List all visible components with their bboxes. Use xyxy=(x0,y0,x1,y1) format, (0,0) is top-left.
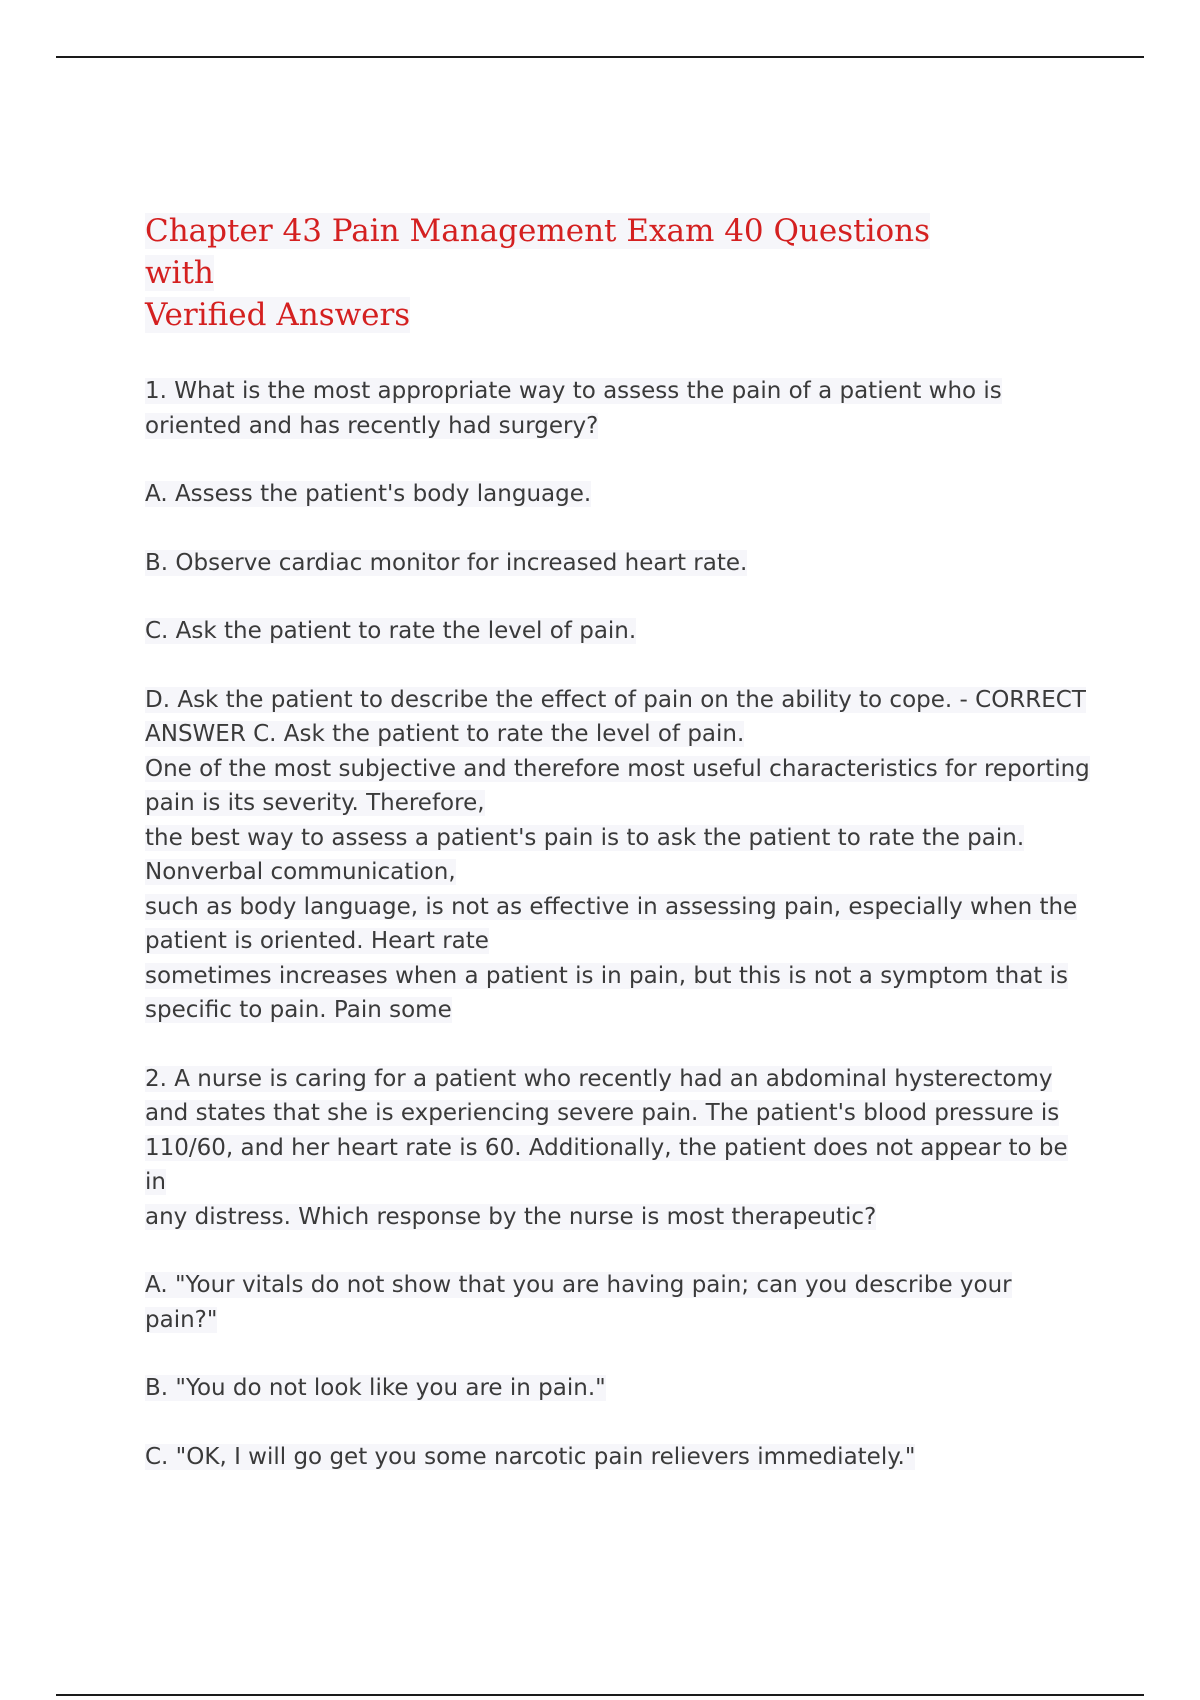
bottom-rule xyxy=(56,1694,1144,1696)
question-2-option-c-text: C. "OK, I will go get you some narcotic pain relievers immediately." xyxy=(145,1443,916,1470)
question-1-option-c-text: C. Ask the patient to rate the level of pain. xyxy=(145,618,637,644)
answer-line-2: ANSWER C. Ask the patient to rate the level of pain. xyxy=(145,721,745,747)
question-2-line-2: and states that she is experiencing severe pain. The patient's blood pressure is xyxy=(145,1100,1060,1126)
document-title xyxy=(145,210,1005,336)
title-line-1: Chapter 43 Pain Management Exam 40 Questions with xyxy=(145,213,931,291)
question-1-option-d-and-answer xyxy=(145,683,1090,1028)
question-1-option-a-text: A. Assess the patient's body language. xyxy=(145,481,592,507)
answer-line-4: pain is its severity. Therefore, xyxy=(145,790,485,816)
question-1-line-1: 1. What is the most appropriate way to assess the pain of a patient who is xyxy=(145,378,1002,404)
question-1 xyxy=(145,374,1090,443)
question-1-option-c xyxy=(145,614,1090,649)
question-1-line-2: oriented and has recently had surgery? xyxy=(145,412,599,439)
top-rule xyxy=(56,56,1144,58)
question-2-option-b xyxy=(145,1371,1090,1406)
answer-line-1: D. Ask the patient to describe the effect of pain on the ability to cope. - CORRECT xyxy=(145,686,1086,713)
question-2 xyxy=(145,1062,1090,1235)
question-2-line-3: 110/60, and her heart rate is 60. Additionally, the patient does not appear to be in xyxy=(145,1134,1068,1195)
question-1-option-b xyxy=(145,546,1090,581)
question-1-option-a xyxy=(145,477,1090,512)
title-line-2: Verified Answers xyxy=(145,297,411,333)
question-2-option-b-text: B. "You do not look like you are in pain." xyxy=(145,1375,606,1401)
document-body xyxy=(145,210,1090,1474)
question-2-option-a xyxy=(145,1268,1090,1337)
question-2-line-4: any distress. Which response by the nurse is most therapeutic? xyxy=(145,1203,877,1230)
answer-line-5: the best way to assess a patient's pain is to ask the patient to rate the pain. xyxy=(145,824,1025,851)
answer-line-10: specific to pain. Pain some xyxy=(145,997,452,1023)
answer-line-3: One of the most subjective and therefore most useful characteristics for reporting xyxy=(145,755,1090,782)
answer-line-7: such as body language, is not as effective in assessing pain, especially when the xyxy=(145,893,1078,920)
answer-line-9: sometimes increases when a patient is in pain, but this is not a symptom that is xyxy=(145,962,1068,989)
question-2-line-1: 2. A nurse is caring for a patient who recently had an abdominal hysterectomy xyxy=(145,1065,1053,1092)
answer-line-6: Nonverbal communication, xyxy=(145,859,456,885)
question-1-option-b-text: B. Observe cardiac monitor for increased heart rate. xyxy=(145,549,748,576)
answer-line-8: patient is oriented. Heart rate xyxy=(145,928,489,954)
question-2-option-a-text: A. "Your vitals do not show that you are having pain; can you describe your pain?" xyxy=(145,1272,1012,1333)
question-2-option-c xyxy=(145,1440,1090,1475)
